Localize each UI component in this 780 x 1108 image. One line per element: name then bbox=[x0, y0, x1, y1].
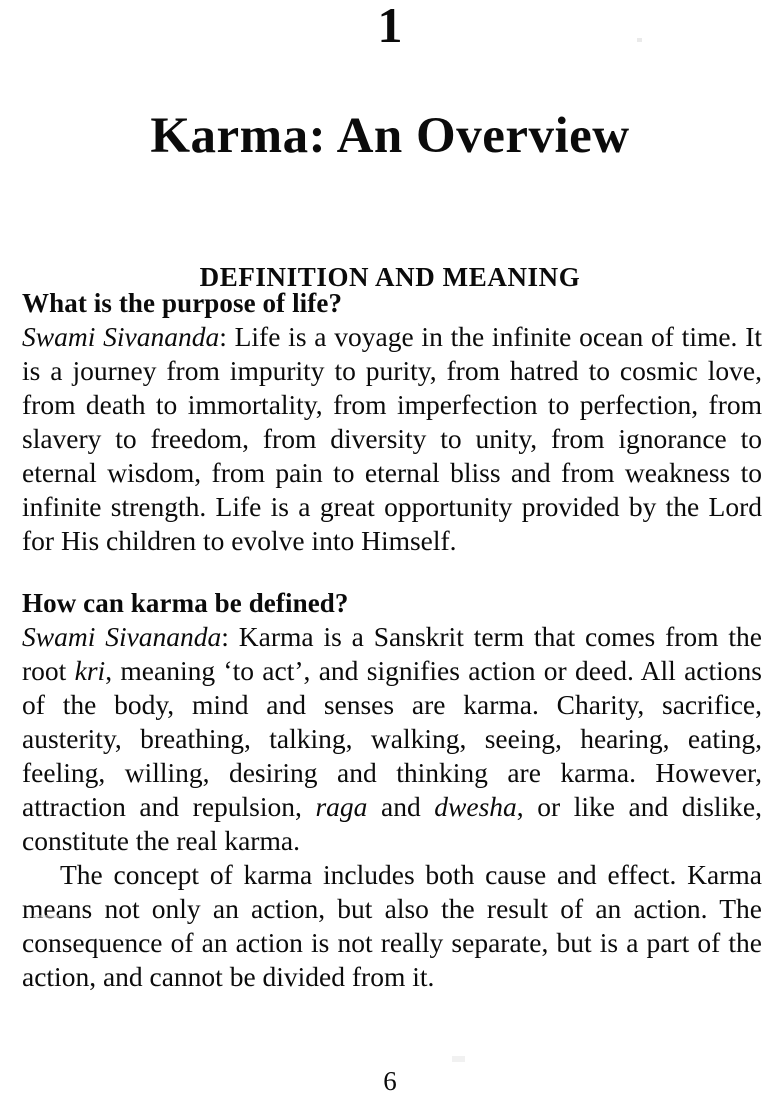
body-column bbox=[22, 286, 762, 1000]
followup-paragraph: The concept of karma includes both cause and effect. Karma means not only an action, but also the result of an action. The consequence of an action is not really separate, but is a part of the action, and cannot be divided from it. bbox=[22, 859, 762, 992]
sanskrit-term-raga: raga bbox=[315, 791, 368, 822]
page-number: 6 bbox=[383, 1066, 397, 1096]
sanskrit-term-kri: kri bbox=[74, 655, 106, 686]
answer-paragraph bbox=[22, 320, 762, 558]
qa-block bbox=[22, 586, 762, 994]
speaker-name: Swami Sivananda bbox=[22, 321, 220, 352]
answer-paragraph bbox=[22, 620, 762, 858]
page-title: Karma: An Overview bbox=[150, 108, 630, 165]
scan-artifact bbox=[637, 38, 642, 42]
answer-text-part-3: and bbox=[367, 791, 435, 822]
speaker-separator: : bbox=[219, 321, 235, 352]
sanskrit-term-dwesha: dwesha bbox=[434, 791, 517, 822]
section-heading: DEFINITION AND MEANING bbox=[199, 262, 581, 293]
paragraph-gap bbox=[22, 564, 762, 586]
speaker-name: Swami Sivananda bbox=[22, 621, 222, 652]
answer-text-part-2: , meaning ‘to act’, and signifies action or deed. All actions of the body, mind and senses are karma. Charity, sacrifice, austerity, breathing, talking, walking, seeing, hearing, eating, feeling, willing, desiring and thinking are karma. However, attraction and repulsion, bbox=[22, 655, 762, 822]
speaker-separator: : bbox=[221, 621, 239, 652]
chapter-number: 1 bbox=[377, 0, 403, 53]
qa-block bbox=[22, 286, 762, 558]
answer-text-part-1: Karma is a Sanskrit term that comes from the root bbox=[22, 621, 763, 686]
question-heading: How can karma be defined? bbox=[22, 588, 349, 618]
question-heading: What is the purpose of life? bbox=[22, 288, 343, 318]
scan-artifact bbox=[452, 1056, 465, 1062]
scan-artifact bbox=[33, 915, 59, 918]
answer-text-part-4: , or like and dislike, constitute the real karma. bbox=[22, 791, 763, 856]
answer-text: Life is a voyage in the infinite ocean of time. It is a journey from impurity to purity, from hatred to cosmic love, from death to immortality, from imperfection to perfection, from slavery to freedom, from diversity to unity, from ignorance to eternal wisdom, from pain to eternal bliss and from weakness to infinite strength. Life is a great opportunity provided by the Lord for His children to evolve into Himself. bbox=[22, 321, 762, 556]
